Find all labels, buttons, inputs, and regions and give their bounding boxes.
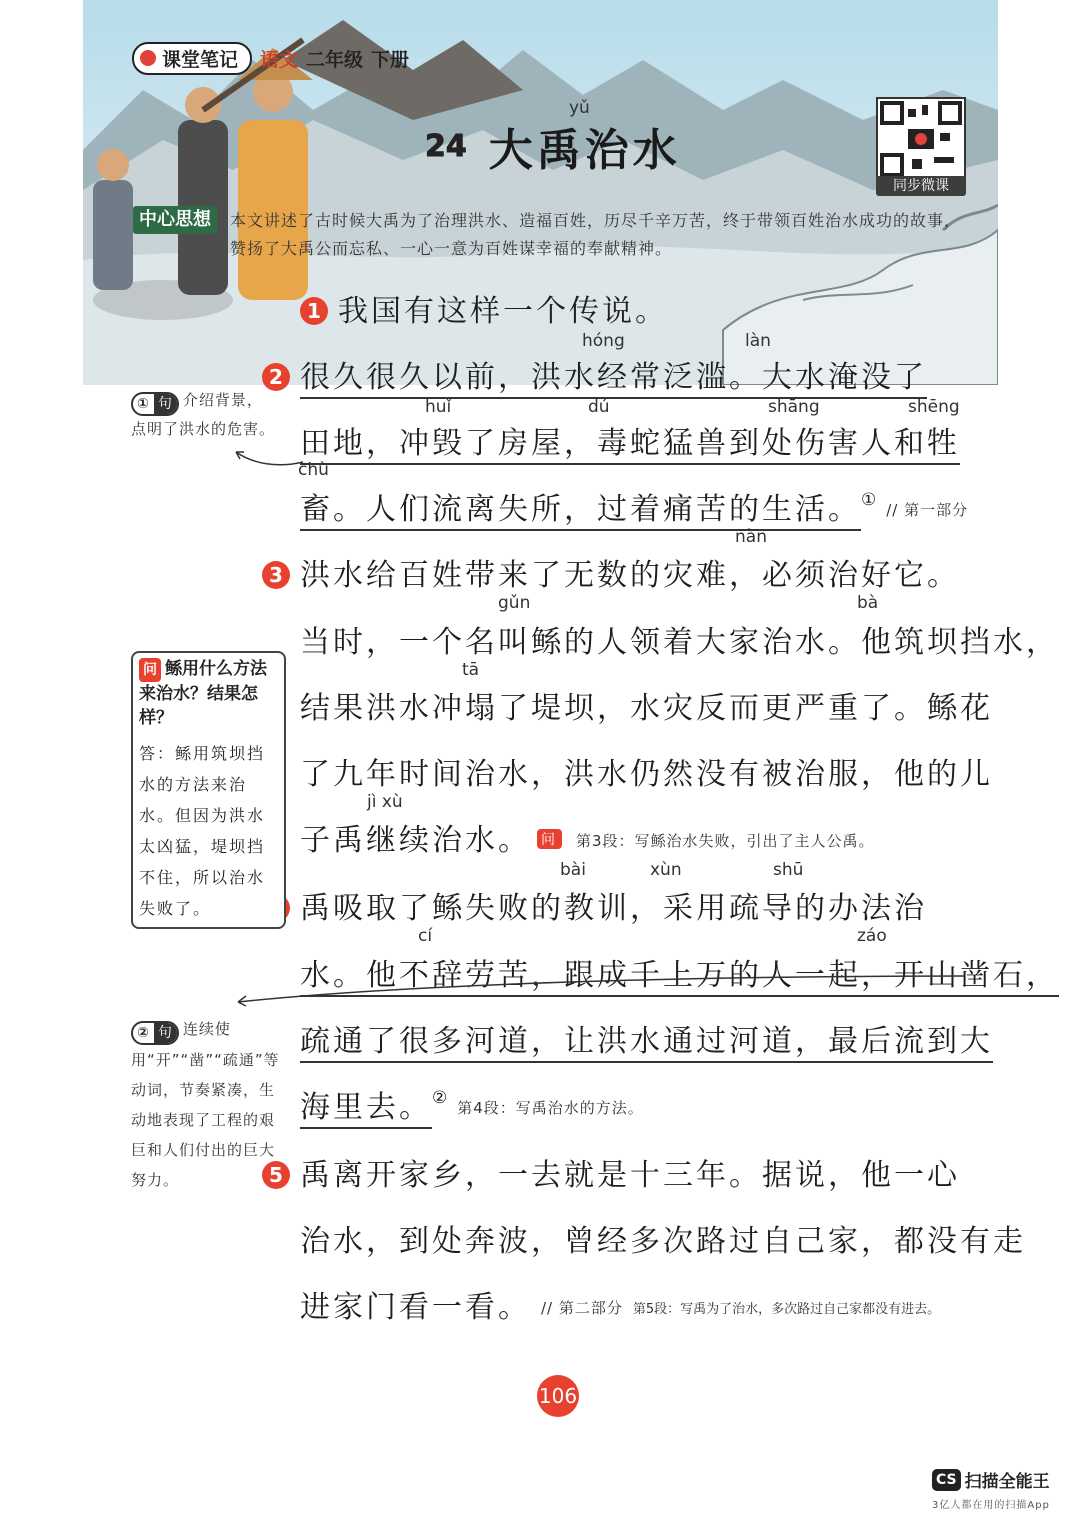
- paragraph-2-line-3: 畜。人们流离失所，过着痛苦的生活。① // 第一部分: [300, 484, 968, 528]
- paragraph-number: 1: [300, 297, 328, 325]
- question-marker-icon: 问: [537, 829, 562, 849]
- paragraph-5-line-3: 进家门看一看。 // 第二部分 第5段：写禹为了治水，多次路过自己家都没有进去。: [300, 1290, 941, 1325]
- series-name: 课堂笔记: [162, 48, 239, 71]
- sentence-mark: ①: [861, 490, 877, 510]
- part-note: // 第一部分: [886, 501, 969, 519]
- lesson-name: 大禹治水: [488, 125, 681, 176]
- sentence-note-2: ② 句 连续使用“开”“凿”“疏通”等动词，节奏紧凑，生动地表现了工程的艰巨和人们付出的巨大努力。: [131, 1020, 280, 1189]
- paragraph-note: 第4段：写禹治水的方法。: [457, 1099, 644, 1117]
- title-pinyin: yǔ: [569, 98, 590, 118]
- theme-text: 本文讲述了古时候大禹为了治理洪水、造福百姓，历尽千辛万苦，终于带领百姓治水成功的故事，赞扬了大禹公而忘私、一心一意为百姓谋幸福的奉献精神。: [230, 211, 962, 258]
- grade: 二年级: [306, 48, 364, 71]
- paragraph-2-line-1: 2 很久很久以前，洪水经常泛滥。大水淹没了: [300, 352, 927, 396]
- arrow-icon: [228, 440, 308, 470]
- paragraph-1: 1 我国有这样一个传说。: [300, 286, 668, 330]
- theme-label: 中心思想: [133, 206, 217, 234]
- part-note: // 第二部分: [541, 1299, 623, 1317]
- app-slogan: 3亿人都在用的扫描App: [932, 1500, 1050, 1511]
- paragraph-5-line-2: 治水，到处奔波，曾经多次路过自己家，都没有走: [300, 1224, 1026, 1259]
- paragraph-number: 3: [262, 561, 290, 589]
- paragraph-note: 第5段：写禹为了治水，多次路过自己家都没有进去。: [632, 1302, 941, 1317]
- paragraph-4-line-1: 禹吸取了鲧失败的教训，采用疏导的办法治: [300, 883, 927, 927]
- series-pill: [132, 42, 252, 75]
- paragraph-3-line-4: 了九年时间治水，洪水仍然没有被治服，他的儿: [300, 757, 993, 792]
- paragraph-note: 第3段：写鲧治水失败，引出了主人公禹。: [576, 832, 875, 850]
- question-icon: 问: [139, 658, 161, 682]
- series-header: [132, 43, 409, 73]
- app-logo-icon: CS: [932, 1469, 961, 1491]
- paragraph-3-line-1: 3 洪水给百姓带来了无数的灾难，必须治好它。: [300, 550, 960, 594]
- paragraph-number: 5: [262, 1161, 290, 1189]
- sentence-badge: ① 句: [131, 392, 179, 416]
- qr-label: 同步微课: [876, 176, 966, 196]
- answer-text: 答：鲧用筑坝挡水的方法来治水。但因为洪水太凶猛，堤坝挡不住，所以治水失败了。: [139, 744, 266, 918]
- paragraph-4-line-4: 海里去。② 第4段：写禹治水的方法。: [300, 1082, 644, 1126]
- paragraph-5-line-1: 5 禹离开家乡，一去就是十三年。据说，他一心: [300, 1150, 960, 1194]
- scanner-watermark: [932, 1467, 1072, 1511]
- volume: 下册: [371, 48, 410, 71]
- paragraph-4-line-2: 水。他不辞劳苦，跟成千上万的人一起，开山凿石，: [300, 950, 1059, 994]
- app-name: 扫描全能王: [964, 1472, 1050, 1492]
- subject: 语文: [260, 48, 299, 71]
- question-box: 问 鲧用什么方法来治水？结果怎样？ 答：鲧用筑坝挡水的方法来治水。但因为洪水太凶猛，堤坝挡不住，所以治水失败了。: [131, 651, 286, 929]
- face-icon: [140, 50, 156, 66]
- paragraph-3-line-3: 结果洪水冲塌了堤坝，水灾反而更严重了。鲧花: [300, 691, 993, 726]
- page-number: 106: [537, 1375, 579, 1417]
- arrow-icon: [230, 970, 970, 1010]
- paragraph-4-line-3: 疏通了很多河道，让洪水通过河道，最后流到大: [300, 1016, 993, 1060]
- paragraph-2-line-2: 田地，冲毁了房屋，毒蛇猛兽到处伤害人和牲: [300, 418, 960, 462]
- paragraph-3-line-5: 子禹继续治水。 问 第3段：写鲧治水失败，引出了主人公禹。: [300, 823, 875, 858]
- lesson-number: 24: [425, 128, 467, 164]
- lesson-title: [425, 118, 681, 174]
- sentence-mark: ②: [432, 1088, 448, 1108]
- paragraph-number: 2: [262, 363, 290, 391]
- paragraph-3-line-2: 当时，一个名叫鲧的人领着大家治水。他筑坝挡水，: [300, 625, 1059, 660]
- sentence-note-1: ① 句 介绍背景， 点明了洪水的危害。: [131, 391, 276, 438]
- sentence-badge: ② 句: [131, 1021, 179, 1045]
- qr-code-icon[interactable]: [876, 97, 966, 181]
